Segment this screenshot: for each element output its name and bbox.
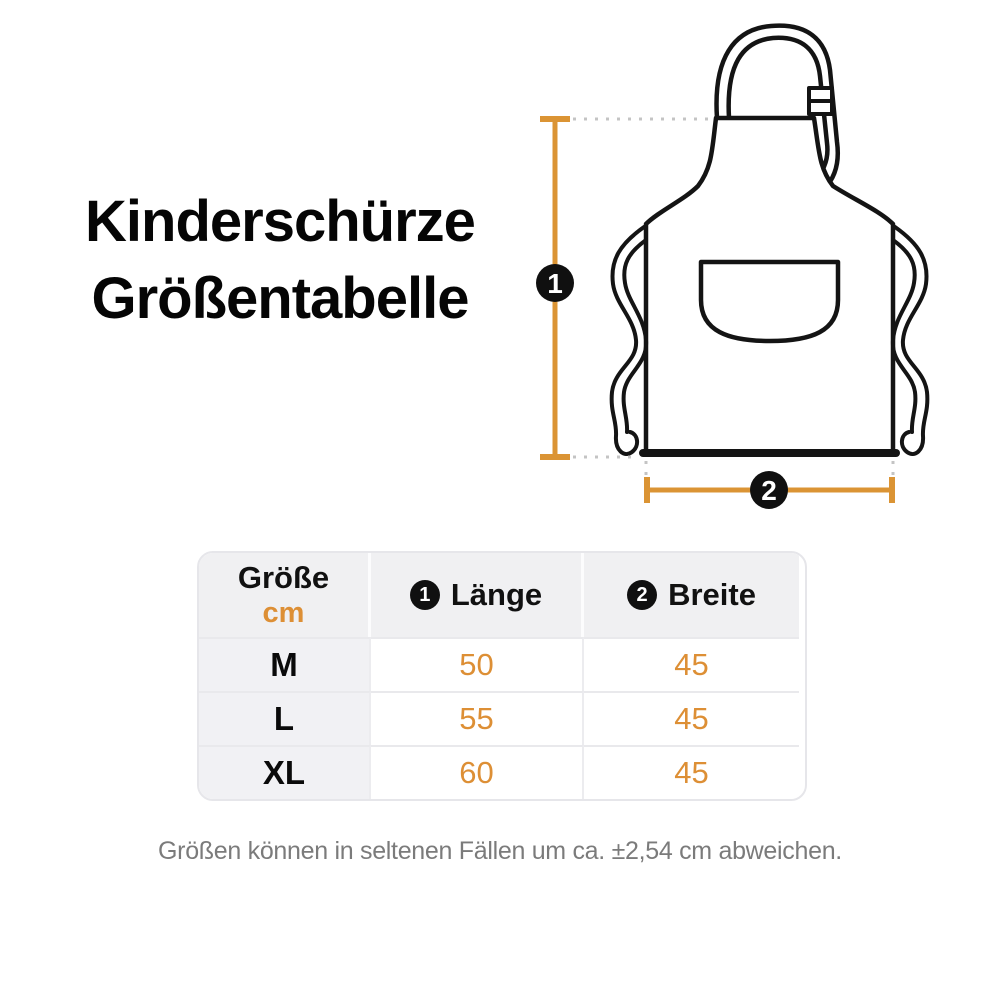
table-row-xl-length: 60 (371, 745, 584, 799)
length-header-label: Länge (450, 577, 543, 612)
table-row-m-width: 45 (584, 637, 799, 691)
table-row-l-length: 55 (371, 691, 584, 745)
width-badge-number: 2 (761, 475, 777, 506)
size-unit-label: cm (262, 597, 305, 630)
size-table (197, 551, 807, 801)
length-badge (536, 264, 574, 302)
table-row-m-size: M (199, 637, 371, 691)
width-badge (750, 471, 788, 509)
width-header-badge: 2 (627, 580, 657, 610)
page-title-line2: Größentabelle (91, 266, 469, 332)
page-title (30, 183, 530, 337)
table-row-xl-width: 45 (584, 745, 799, 799)
apron-pocket (701, 262, 838, 341)
page-title-line1: Kinderschürze (85, 189, 475, 254)
table-row-m-length: 50 (371, 637, 584, 691)
width-header-label: Breite (668, 577, 756, 612)
table-row-l-width: 45 (584, 691, 799, 745)
length-badge-number: 1 (547, 268, 563, 299)
length-header-badge: 1 (410, 580, 440, 610)
width-column-header (584, 553, 799, 637)
length-column-header (371, 553, 584, 637)
table-row-l-size: L (199, 691, 371, 745)
table-row-xl-size: XL (199, 745, 371, 799)
tolerance-note: Größen können in seltenen Fällen um ca. ±2,54 cm abweichen. (158, 837, 842, 865)
size-column-label: Größe (237, 560, 330, 595)
size-column-header (199, 553, 371, 637)
apron-drawing (612, 26, 928, 454)
